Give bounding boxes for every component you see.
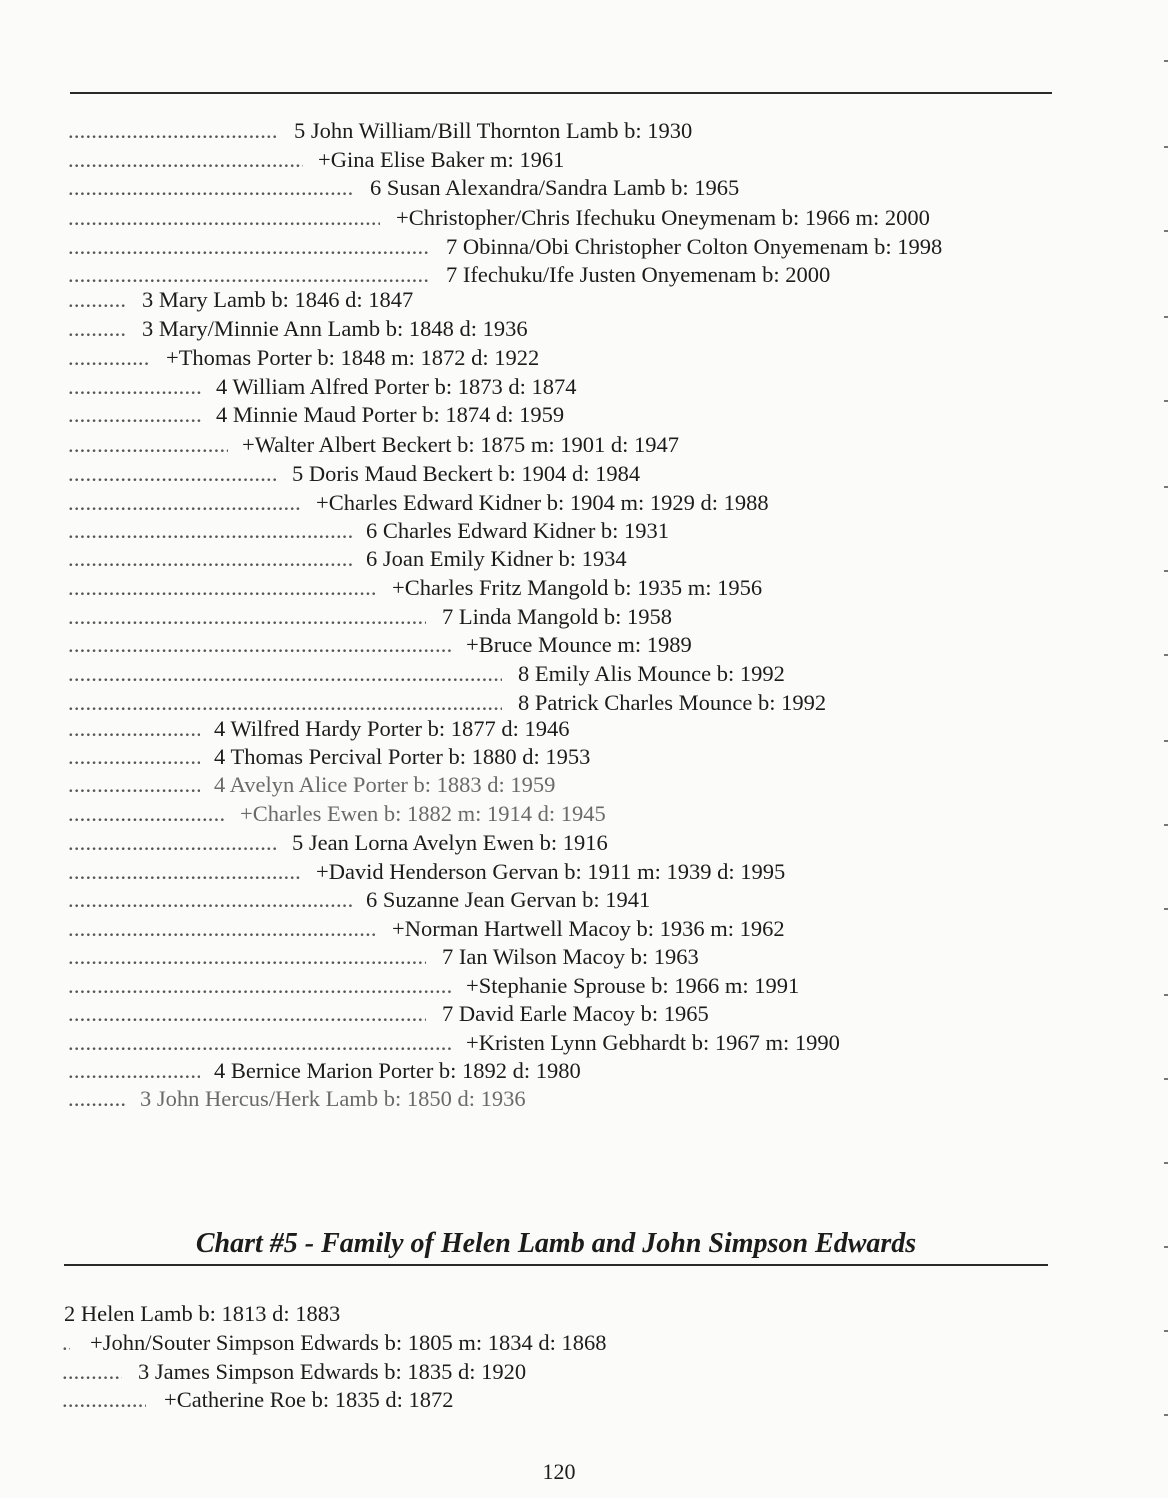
edge-mark [1164, 570, 1168, 572]
edge-mark [1164, 230, 1168, 232]
edge-mark [1164, 400, 1168, 402]
edge-mark [1164, 654, 1168, 656]
chart-title: Chart #5 - Family of Helen Lamb and John Simpson Edwards [195, 1228, 917, 1259]
edge-mark [1164, 146, 1168, 148]
page-number: 120 [542, 1459, 576, 1484]
edge-mark [1164, 740, 1168, 742]
chart-title-rule [64, 1264, 1048, 1266]
edge-mark [1164, 908, 1168, 910]
edge-mark [1164, 486, 1168, 488]
edge-mark [1164, 1414, 1168, 1416]
edge-mark [1164, 60, 1168, 62]
edge-mark [1164, 316, 1168, 318]
edge-mark [1164, 1162, 1168, 1164]
edge-mark [1164, 994, 1168, 996]
edge-mark [1164, 1246, 1168, 1248]
edge-mark [1164, 824, 1168, 826]
edge-mark [1164, 1330, 1168, 1332]
top-rule [70, 92, 1052, 94]
edge-mark [1164, 1078, 1168, 1080]
